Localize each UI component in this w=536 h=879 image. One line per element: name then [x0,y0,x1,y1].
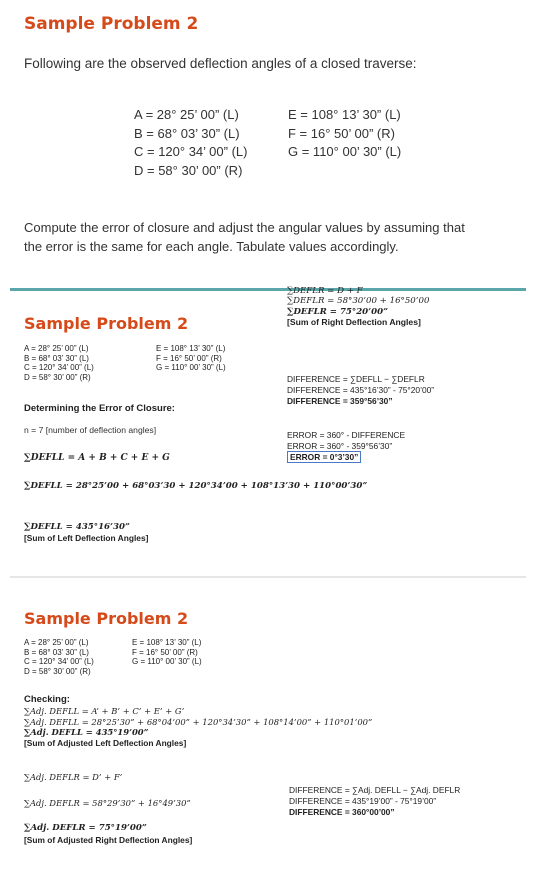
slide-1-intro: Following are the observed deflection angles of a closed traverse: [24,56,417,71]
difference-result: DIFFERENCE = 359°56’30” [287,396,393,406]
right-sum-result: ∑DEFLR = 75°20’00” [287,306,389,317]
adj-left-formula: ∑Adj. DEFLL = A’ + B’ + C’ + E’ + G’ [24,706,185,716]
left-sum-values: ∑DEFLL = 28°25’00 + 68°03’30 + 120°34’00 + 108°13’30 + 110°00’30” [24,481,368,491]
adj-right-note: [Sum of Adjusted Right Deflection Angles] [24,835,193,845]
checking-heading: Checking: [24,694,70,705]
angle-g: G = 110° 00’ 30” (L) [288,144,402,160]
angle-d: D = 58° 30’ 00” (R) [134,162,243,178]
angle-f: F = 16° 50’ 00” (R) [288,125,395,141]
angle-d: D = 58° 30’ 00” (R) [24,666,91,676]
angle-c: C = 120° 34’ 00” (L) [134,144,248,160]
slide-3 [10,595,526,879]
angle-c: C = 120° 34’ 00” (L) [24,657,94,667]
divider-1 [10,288,526,291]
angle-f: F = 16° 50’ 00” (R) [132,647,198,657]
adj-left-values: ∑Adj. DEFLL = 28°25’30” + 68°04’00” + 120°34’30” + 108°14’00” + 110°01’00” [24,716,373,727]
adj-left-note: [Sum of Adjusted Left Deflection Angles] [24,737,187,748]
difference-values: DIFFERENCE = 435°16’30” - 75°20’00” [287,385,435,395]
right-sum-formula: ∑DEFLR = D + F [287,286,363,296]
slide-3-angles-left [24,638,94,676]
angle-g: G = 110° 00’ 30” (L) [156,363,226,373]
angle-a: A = 28° 25’ 00” (L) [134,107,239,122]
adj-right-formula: ∑Adj. DEFLR = D’ + F’ [24,772,123,782]
slide-2 [10,286,526,575]
right-sum-values: ∑DEFLR = 58°30’00 + 16°50’00 [287,296,430,307]
right-sum-block [287,286,429,328]
slide-1-title: Sample Problem 2 [24,14,199,34]
n-line: n = 7 [number of deflection angles] [24,425,157,435]
slide-1-task-line-2: the error is the same for each angle. Tabulate values accordingly. [24,239,399,254]
adj-difference-values: DIFFERENCE = 435°19’00” - 75°19’00” [289,796,437,806]
adj-right-result: ∑Adj. DEFLR = 75°19’00” [24,823,147,833]
error-result: ERROR = 0°3’30” [287,451,361,463]
slide-1 [10,0,526,285]
error-heading: Determining the Error of Closure: [24,403,175,414]
angle-f: F = 16° 50’ 00” (R) [156,353,222,363]
right-sum-note: [Sum of Right Deflection Angles] [287,317,421,328]
angle-b: B = 68° 03’ 30” (L) [24,353,89,363]
angle-c: C = 120° 34’ 00” (L) [24,363,94,373]
slide-1-angles-right [288,106,401,162]
error-values: ERROR = 360° - 359°56’30” [287,441,393,451]
difference-block [287,374,434,407]
angle-b: B = 68° 03’ 30” (L) [134,125,240,141]
slide-3-angles-right [132,638,202,667]
slide-1-task-line-1: Compute the error of closure and adjust the angular values by assuming that [24,220,465,235]
error-block [287,430,405,463]
angle-b: B = 68° 03’ 30” (L) [24,647,89,657]
angle-e: E = 108° 13’ 30” (L) [156,344,226,353]
adj-difference-block [289,785,460,818]
difference-formula: DIFFERENCE = ∑DEFLL − ∑DEFLR [287,374,425,384]
slide-2-angles-left [24,344,94,382]
divider-2 [10,576,526,578]
angle-a: A = 28° 25’ 00” (L) [24,638,89,647]
angle-g: G = 110° 00’ 30” (L) [132,657,202,667]
angle-a: A = 28° 25’ 00” (L) [24,344,89,353]
error-formula: ERROR = 360° - DIFFERENCE [287,430,406,440]
left-sum-result: ∑DEFLL = 435°16’30” [24,522,130,532]
adj-difference-formula: DIFFERENCE = ∑Adj. DEFLL − ∑Adj. DEFLR [289,785,461,795]
angle-e: E = 108° 13’ 30” (L) [132,638,202,647]
adj-difference-result: DIFFERENCE = 360°00’00” [289,807,395,817]
adj-right-values: ∑Adj. DEFLR = 58°29’30” + 16°49’30” [24,798,191,808]
adj-left-result: ∑Adj. DEFLL = 435°19’00” [24,727,149,738]
slide-3-title: Sample Problem 2 [24,609,189,628]
error-result-wrap [287,452,405,463]
left-sum-formula: ∑DEFLL = A + B + C + E + G [24,453,170,463]
slide-2-angles-right [156,344,226,373]
slide-1-angles-left [134,106,247,180]
angle-e: E = 108° 13’ 30” (L) [288,107,401,122]
left-sum-note: [Sum of Left Deflection Angles] [24,533,149,543]
adj-left-block [24,706,372,748]
slide-2-title: Sample Problem 2 [24,314,189,333]
angle-d: D = 58° 30’ 00” (R) [24,372,91,382]
